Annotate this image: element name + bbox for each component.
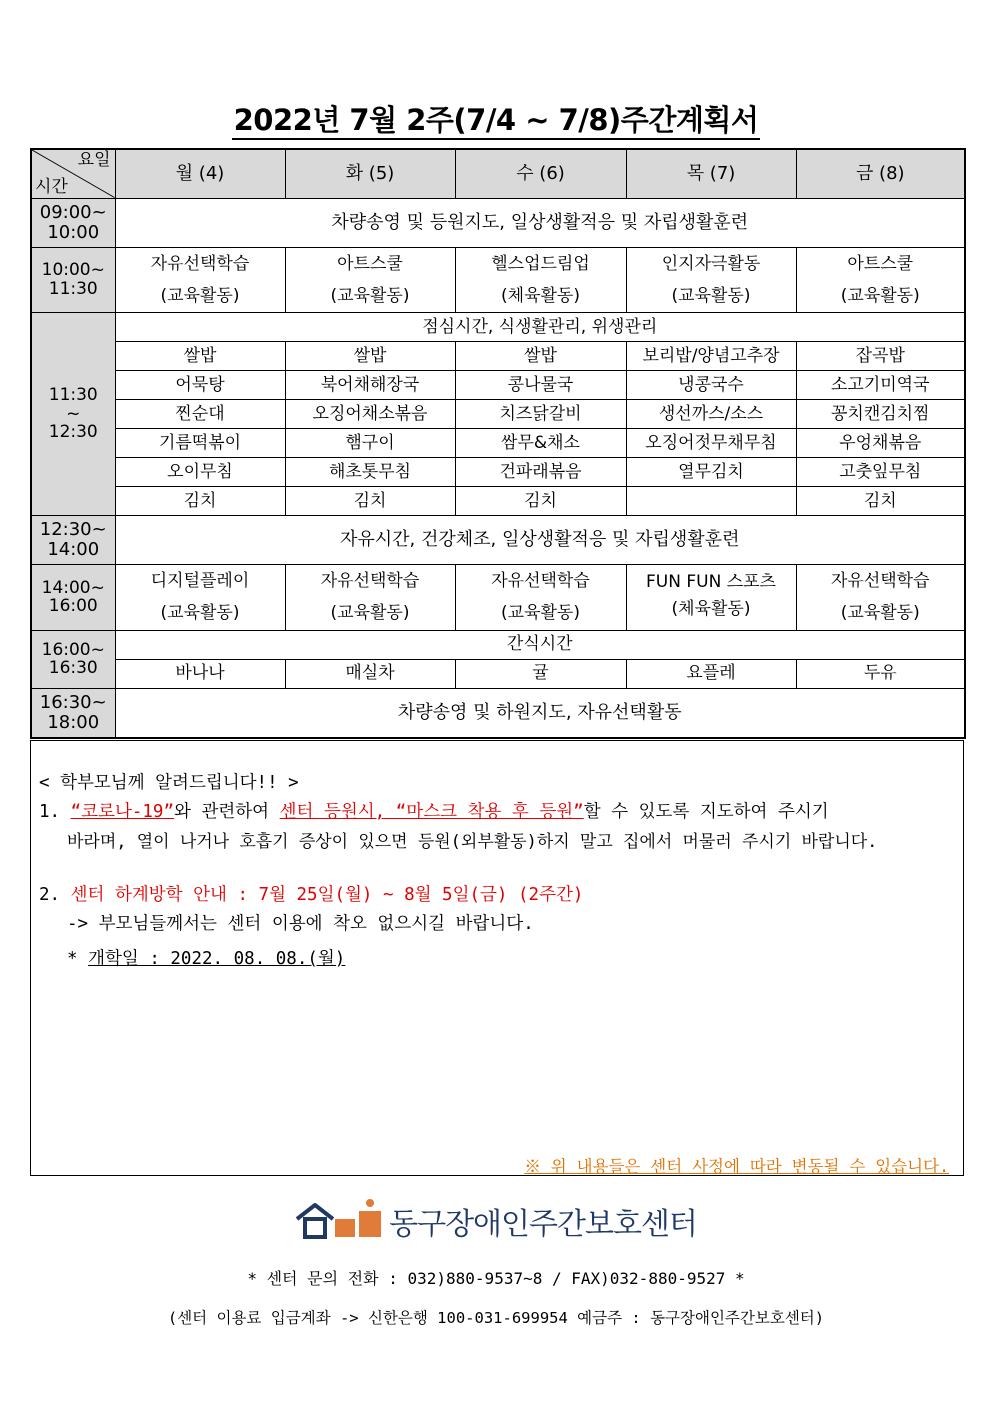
snack-item: 바나나 [115,659,285,688]
activity-cell: 자유선택학습 (교육활동) [285,565,455,631]
day-header-mon: 월 (4) [115,149,285,198]
menu-item: 김치 [115,487,285,516]
snack-row [31,659,965,688]
menu-row [31,342,965,371]
menu-item: 꽁치캔김치찜 [796,400,965,429]
menu-item: 김치 [796,487,965,516]
menu-item: 쌀밥 [455,342,626,371]
snack-item: 귤 [455,659,626,688]
activity-span-cell: 자유시간, 건강체조, 일상생활적응 및 자립생활훈련 [115,516,965,565]
activity-cell: 헬스업드림업 (체육활동) [455,247,626,313]
menu-item: 어묵탕 [115,371,285,400]
menu-item: 쌈무&채소 [455,429,626,458]
notice-item-1: 1. “코로나-19”와 관련하여 센터 등원시, “마스크 착용 후 등원”할 수 있도록 지도하여 주시기 [39,802,829,822]
lunch-heading: 점심시간, 식생활관리, 위생관리 [115,313,965,342]
day-header-thu: 목 (7) [626,149,796,198]
activity-cell: 자유선택학습 (교육활동) [796,565,965,631]
corner-time-label: 시간 [35,176,68,197]
weekly-plan-table [30,148,966,739]
center-name: 동구장애인주간보호센터 [389,1207,697,1242]
activity-span-cell: 차량송영 및 하원지도, 자유선택활동 [115,688,965,738]
activity-span-cell: 차량송영 및 등원지도, 일상생활적응 및 자립생활훈련 [115,198,965,247]
menu-item: 잡곡밥 [796,342,965,371]
table-header-row [31,149,965,198]
day-header-fri: 금 (8) [796,149,965,198]
activity-cell: 자유선택학습 (교육활동) [455,565,626,631]
notice-item-1-line-2: 바라며, 열이 나거나 호흡기 증상이 있으면 등원(외부활동)하지 말고 집에서 머물러 주시기 바랍니다. [67,832,878,852]
notice-item-2: 2. 센터 하계방학 안내 : 7월 25일(월) ~ 8월 5일(금) (2주간) [39,885,584,905]
table-row [31,247,965,313]
menu-row [31,400,965,429]
menu-item: 오이무침 [115,458,285,487]
center-brand [0,1196,992,1246]
center-logo-icon [295,1197,383,1245]
menu-item: 기름떡볶이 [115,429,285,458]
menu-item: 오징어채소볶음 [285,400,455,429]
menu-item: 우엉채볶음 [796,429,965,458]
snack-item: 두유 [796,659,965,688]
time-cell: 12:30~ 14:00 [31,516,115,565]
menu-item: 쌀밥 [115,342,285,371]
snack-heading: 간식시간 [115,630,965,659]
menu-row [31,371,965,400]
menu-item: 열무김치 [626,458,796,487]
notice-item-2-line-3: * 개학일 : 2022. 08. 08.(월) [67,949,346,969]
time-cell: 09:00~ 10:00 [31,198,115,247]
menu-row [31,429,965,458]
corner-day-label: 요일 [77,150,111,170]
corner-cell [31,149,115,198]
menu-item: 생선까스/소스 [626,400,796,429]
menu-item: 북어채해장국 [285,371,455,400]
menu-item: 쌀밥 [285,342,455,371]
snack-item: 요플레 [626,659,796,688]
menu-item: 건파래볶음 [455,458,626,487]
menu-item: 찐순대 [115,400,285,429]
time-cell: 16:00~ 16:30 [31,630,115,688]
notice-item-2-line-2: -> 부모님들께서는 센터 이용에 착오 없으시길 바랍니다. [67,914,534,934]
activity-cell: 아트스쿨 (교육활동) [796,247,965,313]
activity-cell: 인지자극활동 (교육활동) [626,247,796,313]
notice-heading: < 학부모님께 알려드립니다!! > [39,773,299,793]
menu-item: 햄구이 [285,429,455,458]
time-cell: 14:00~ 16:00 [31,565,115,631]
menu-item: 오징어젓무채무침 [626,429,796,458]
table-row [31,688,965,738]
menu-item: 치즈닭갈비 [455,400,626,429]
menu-item: 냉콩국수 [626,371,796,400]
table-row [31,630,965,659]
table-row [31,198,965,247]
menu-item: 해초톳무침 [285,458,455,487]
menu-item: 김치 [285,487,455,516]
activity-cell: 자유선택학습 (교육활동) [115,247,285,313]
table-row [31,565,965,631]
snack-item: 매실차 [285,659,455,688]
menu-row [31,458,965,487]
notice-footnote: ※ 위 내용들은 센터 사정에 따라 변동될 수 있습니다. [524,1157,949,1176]
menu-item: 김치 [455,487,626,516]
time-cell: 11:30 ~ 12:30 [31,313,115,516]
activity-cell: FUN FUN 스포츠 (체육활동) [626,565,796,631]
menu-item: 콩나물국 [455,371,626,400]
menu-item: 보리밥/양념고추장 [626,342,796,371]
table-row [31,313,965,342]
activity-cell: 디지털플레이 (교육활동) [115,565,285,631]
menu-item: 소고기미역국 [796,371,965,400]
account-line: (센터 이용료 입금계좌 -> 신한은행 100-031-699954 예금주 : 동구장애인주간보호센터) [167,1309,825,1327]
time-cell: 16:30~ 18:00 [31,688,115,738]
table-row [31,516,965,565]
menu-item [626,487,796,516]
contact-line: * 센터 문의 전화 : 032)880-9537~8 / FAX)032-880-9527 * [247,1269,745,1288]
time-cell: 10:00~ 11:30 [31,247,115,313]
menu-item: 고춧잎무침 [796,458,965,487]
activity-cell: 아트스쿨 (교육활동) [285,247,455,313]
day-header-wed: 수 (6) [455,149,626,198]
page-title: 2022년 7월 2주(7/4 ~ 7/8)주간계획서 [0,98,992,139]
menu-row [31,487,965,516]
notice-box [30,740,964,1176]
day-header-tue: 화 (5) [285,149,455,198]
